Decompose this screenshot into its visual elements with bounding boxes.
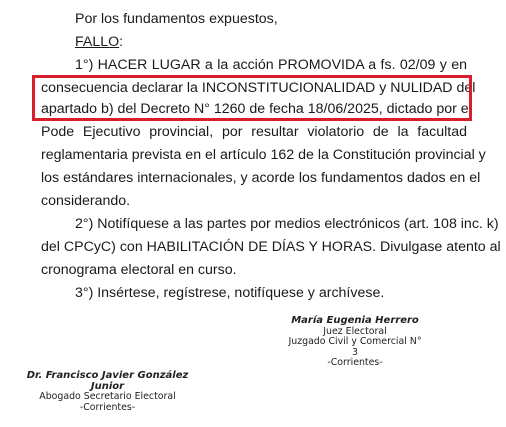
secretary-location: -Corrientes- [79, 401, 136, 413]
paragraph-1-line-6: los estándares internacionales, y acorde los fundamentos dados en el [41, 170, 481, 186]
paragraph-2-line-3: cronograma electoral en curso. [41, 262, 237, 278]
fallo-label: FALLO [75, 34, 120, 50]
intro-line: Por los fundamentos expuestos, [75, 11, 278, 27]
signature-judge [270, 316, 440, 369]
fallo-colon: : [119, 34, 124, 50]
secretary-title: Abogado Secretario Electoral [39, 391, 176, 402]
secretary-name-suffix: Junior [90, 380, 125, 392]
judge-location: -Corrientes- [327, 357, 383, 368]
paragraph-1-line-4: Pode Ejecutivo provincial, por resultar violatorio de la facultad [41, 124, 467, 140]
signature-secretary [25, 371, 190, 413]
judge-court: Juzgado Civil y Comercial N° [288, 336, 422, 347]
secretary-name: Dr. Francisco Javier González [26, 370, 189, 381]
judge-court-number: 3 [352, 346, 358, 358]
paragraph-1-line-2: consecuencia declarar la INCONSTITUCIONALIDAD y NULIDAD del [41, 80, 476, 96]
highlight-box [32, 75, 476, 121]
paragraph-1-line-1: 1°) HACER LUGAR a la acción PROMOVIDA a fs. 02/09 y en [75, 57, 467, 73]
paragraph-2-line-1: 2°) Notifíquese a las partes por medios electrónicos (art. 108 inc. k) [75, 216, 499, 232]
judge-title: Juez Electoral [323, 325, 387, 337]
fallo-heading [75, 32, 501, 52]
paragraph-2-line-2: del CPCyC) con HABILITACIÓN DE DÍAS Y HORAS. Divulgase atento al [41, 239, 501, 255]
paragraph-1-line-7: considerando. [41, 193, 131, 209]
paragraph-1-line-5: reglamentaria prevista en el artículo 162 de la Constitución provincial y [41, 147, 486, 163]
judge-name: María Eugenia Herrero [291, 315, 419, 326]
paragraph-1-line-3: apartado b) del Decreto N° 1260 de fecha 18/06/2025, dictado por el [41, 101, 472, 117]
paragraph-3-line-1: 3°) Insértese, regístrese, notifíquese y archívese. [75, 285, 385, 301]
